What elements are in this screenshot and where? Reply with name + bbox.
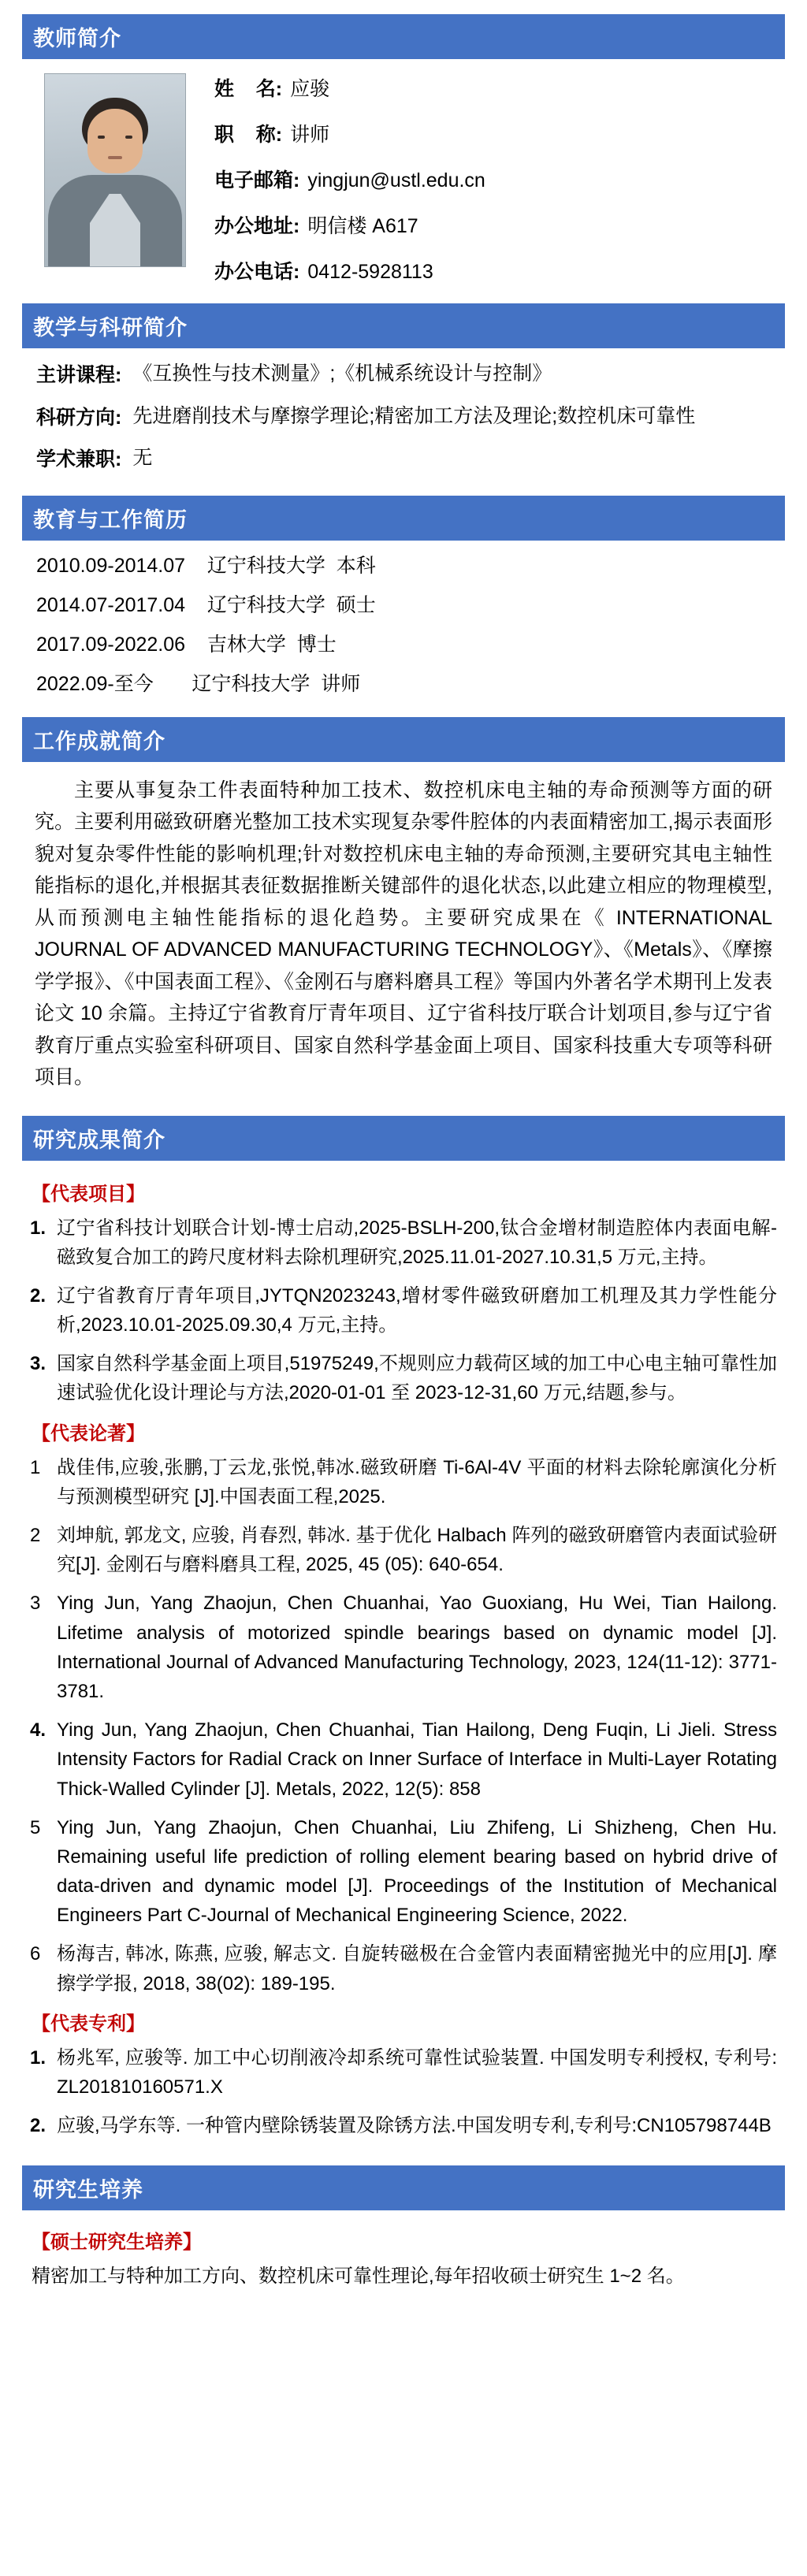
list-item bbox=[30, 1813, 777, 1931]
section-header-achievement: 工作成就简介 bbox=[22, 717, 785, 762]
list-item-text: Ying Jun, Yang Zhaojun, Chen Chuanhai, Tian Hailong, Deng Fuqin, Li Jieli. Stress Intensity Factors for Radial Crack on Inner Surface of Interface in Multi-Layer Rotating Thick-Walled Cylinder [J]. Metals, 2022, 12(5): 858 bbox=[57, 1719, 777, 1800]
profile-value-name: 应骏 bbox=[290, 78, 330, 100]
profile-row-name bbox=[214, 73, 485, 102]
list-item-text: 杨海吉, 韩冰, 陈燕, 应骏, 解志文. 自旋转磁极在合金管内表面精密抛光中的应用[J]. 摩擦学学报, 2018, 38(02): 189-195. bbox=[57, 1943, 777, 1994]
list-item-number: 4. bbox=[30, 1719, 46, 1741]
section-header-education: 教育与工作简历 bbox=[22, 496, 785, 541]
teaching-key-research: 科研方向: bbox=[36, 406, 122, 429]
list-item bbox=[30, 1214, 777, 1272]
achievement-paragraph: 主要从事复杂工件表面特种加工技术、数控机床电主轴的寿命预测等方面的研究。主要利用磁致研磨光整加工技术实现复杂零件腔体的内表面精密加工,揭示表面形貌对复杂零件性能的影响机理;针对数控机床电主轴的寿命预测,主要研究其电主轴性能指标的退化,并根据其表征数据推断关键部件的退化状态,以此建立相应的物理模型,从而预测电主轴性能指标的退化趋势。主要研究成果在《 INTERNATIONAL JOURNAL OF ADVANCED MANUFACTURING TECHNOLOGY》、《Metals》、《摩擦学学报》、《中国表面工程》、《金刚石与磨料磨具工程》等国内外著名学术期刊上发表论文 10 余篇。主持辽宁省教育厅青年项目、辽宁省科技厅联合计划项目,参与辽宁省教育厅重点实验室科研项目、国家自然科学基金面上项目、国家科技重大专项等科研项目。 bbox=[35, 779, 772, 1088]
teaching-row-courses bbox=[36, 359, 775, 389]
cultivation-master-text: 精密加工与特种加工方向、数控机床可靠性理论,每年招收硕士研究生 1~2 名。 bbox=[32, 2266, 685, 2288]
profile-value-phone: 0412-5928113 bbox=[307, 261, 433, 283]
list-item-text: 辽宁省教育厅青年项目,JYTQN2023243,增材零件磁致研磨加工机理及其力学性能分析,2023.10.01-2025.09.30,4 万元,主持。 bbox=[57, 1284, 777, 1336]
list-item bbox=[30, 1349, 777, 1407]
list-item bbox=[30, 1939, 777, 1998]
teaching-key-appointments: 学术兼职: bbox=[36, 448, 122, 470]
section-header-profile: 教师简介 bbox=[22, 14, 785, 59]
teaching-value-courses: 《互换性与技术测量》;《机械系统设计与控制》 bbox=[132, 362, 552, 385]
list-item-text: Ying Jun, Yang Zhaojun, Chen Chuanhai, Liu Zhifeng, Li Shizheng, Chen Hu. Remaining useful life prediction of rolling element bearing based on hybrid drive of data-driven and dynamic model [J]. Proceedings of the Institution of Mechanical Engineers Part C-Journal of Mechanical Engineering Science, 2022. bbox=[57, 1816, 777, 1927]
profile-row-email bbox=[214, 165, 485, 193]
subheading-papers: 【代表论著】 bbox=[32, 1422, 145, 1444]
list-item bbox=[30, 2111, 777, 2140]
results-block bbox=[22, 1161, 785, 2155]
photo-eye-left bbox=[98, 136, 105, 139]
profile-label-title: 职 称: bbox=[214, 124, 283, 146]
list-item-number: 1 bbox=[30, 1456, 41, 1478]
list-item-text: Ying Jun, Yang Zhaojun, Chen Chuanhai, Yao Guoxiang, Hu Wei, Tian Hailong. Lifetime analysis of motorized spindle bearings based on dynamic model [J]. International Journal of Advanced Manufacturing Technology, 2023, 124(11-12): 3771-3781. bbox=[57, 1593, 777, 1702]
list-item-text: 辽宁省科技计划联合计划-博士启动,2025-BSLH-200,钛合金增材制造腔体内表面电解-磁致复合加工的跨尺度材料去除机理研究,2025.11.01-2027.10.31,5 万元,主持。 bbox=[57, 1217, 777, 1268]
list-item-number: 3 bbox=[30, 1593, 41, 1615]
section-header-results: 研究成果简介 bbox=[22, 1116, 785, 1161]
list-item bbox=[30, 1589, 777, 1706]
teaching-key-courses: 主讲课程: bbox=[36, 364, 122, 386]
cultivation-block bbox=[22, 2210, 785, 2297]
profile-label-phone: 办公电话: bbox=[214, 261, 300, 283]
list-item-number: 5 bbox=[30, 1816, 41, 1838]
list-item bbox=[30, 1715, 777, 1804]
list-item-number: 2 bbox=[30, 1525, 41, 1546]
teaching-block bbox=[22, 348, 785, 485]
projects-list bbox=[30, 1214, 777, 1408]
list-item-number: 3. bbox=[30, 1353, 46, 1375]
teacher-photo bbox=[44, 73, 186, 267]
photo-collar-left bbox=[88, 192, 110, 225]
list-item bbox=[30, 1281, 777, 1340]
subheading-projects: 【代表项目】 bbox=[32, 1183, 145, 1205]
profile-value-office: 明信楼 A617 bbox=[307, 215, 418, 237]
section-header-teaching: 教学与科研简介 bbox=[22, 303, 785, 348]
profile-block bbox=[22, 59, 785, 292]
photo-collar-right bbox=[120, 192, 142, 225]
list-item bbox=[30, 2043, 777, 2102]
photo-mouth bbox=[108, 156, 122, 159]
education-row: 2022.09-至今 辽宁科技大学 讲师 bbox=[36, 672, 361, 695]
teaching-row-appointments bbox=[36, 444, 775, 474]
list-item-number: 2. bbox=[30, 2115, 46, 2137]
teaching-value-appointments: 无 bbox=[132, 447, 153, 469]
list-item bbox=[30, 1521, 777, 1579]
teaching-value-research: 先进磨削技术与摩擦学理论;精密加工方法及理论;数控机床可靠性 bbox=[132, 404, 696, 427]
education-row: 2014.07-2017.04 辽宁科技大学 硕士 bbox=[36, 593, 376, 616]
profile-row-phone bbox=[214, 256, 485, 284]
teaching-row-research bbox=[36, 402, 775, 432]
list-item-text: 应骏,马学东等. 一种管内壁除锈装置及除锈方法.中国发明专利,专利号:CN105798744B bbox=[57, 2115, 772, 2137]
list-item-text: 杨兆军, 应骏等. 加工中心切削液冷却系统可靠性试验装置. 中国发明专利授权, 专利号: ZL201810160571.X bbox=[57, 2046, 777, 2098]
subheading-patents: 【代表专利】 bbox=[32, 2013, 145, 2035]
list-item-text: 刘坤航, 郭龙文, 应骏, 肖春烈, 韩冰. 基于优化 Halbach 阵列的磁致研磨管内表面试验研究[J]. 金刚石与磨料磨具工程, 2025, 45 (05): 640-654. bbox=[57, 1525, 777, 1576]
papers-list bbox=[30, 1453, 777, 1998]
education-block bbox=[22, 541, 785, 706]
profile-label-name: 姓 名: bbox=[214, 78, 283, 100]
list-item-text: 国家自然科学基金面上项目,51975249,不规则应力载荷区域的加工中心电主轴可靠性加速试验优化设计理论与方法,2020-01-01 至 2023-12-31,60 万元,结题,参与。 bbox=[57, 1353, 777, 1404]
photo-eye-right bbox=[125, 136, 132, 139]
profile-label-office: 办公地址: bbox=[214, 215, 300, 237]
education-row: 2017.09-2022.06 吉林大学 博士 bbox=[36, 633, 337, 656]
list-item-number: 6 bbox=[30, 1943, 41, 1965]
subheading-master-cultivation: 【硕士研究生培养】 bbox=[32, 2232, 202, 2254]
achievement-block bbox=[22, 762, 785, 1105]
list-item-number: 1. bbox=[30, 1217, 46, 1239]
profile-row-title bbox=[214, 119, 485, 147]
list-item-text: 战佳伟,应骏,张鹏,丁云龙,张悦,韩冰.磁致研磨 Ti-6Al-4V 平面的材料去除轮廓演化分析与预测模型研究 [J].中国表面工程,2025. bbox=[57, 1456, 777, 1507]
list-item-number: 1. bbox=[30, 2046, 46, 2069]
photo-face-shape bbox=[87, 109, 143, 173]
list-item bbox=[30, 1453, 777, 1511]
profile-info-table bbox=[214, 73, 485, 284]
profile-row-office bbox=[214, 210, 485, 239]
profile-label-email: 电子邮箱: bbox=[214, 169, 300, 191]
profile-value-email[interactable]: yingjun@ustl.edu.cn bbox=[307, 169, 485, 191]
section-header-cultivation: 研究生培养 bbox=[22, 2165, 785, 2210]
profile-value-title: 讲师 bbox=[290, 124, 330, 146]
education-row: 2010.09-2014.07 辽宁科技大学 本科 bbox=[36, 554, 376, 577]
list-item-number: 2. bbox=[30, 1284, 46, 1307]
patents-list bbox=[30, 2043, 777, 2141]
